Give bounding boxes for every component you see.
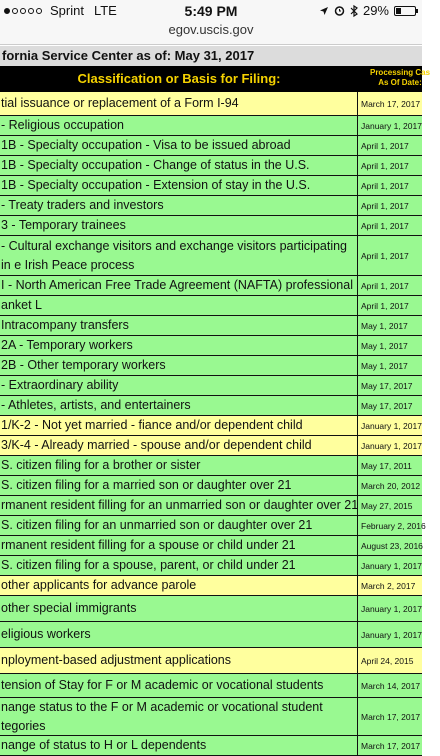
network-type: LTE (93, 3, 117, 18)
classification-cell: anket L (0, 296, 358, 315)
processing-date-cell: February 2, 2016 (361, 520, 426, 531)
processing-date-cell: April 1, 2017 (361, 200, 409, 211)
classification-cell: S. citizen filing for a married son or daughter over 21 (0, 476, 358, 495)
classification-cell: S. citizen filing for a brother or sister (0, 456, 358, 475)
classification-cell: tension of Stay for F or M academic or vocational students (0, 674, 358, 697)
classification-cell: 3/K-4 - Already married - spouse and/or dependent child (0, 436, 358, 455)
classification-cell: 2B - Other temporary workers (0, 356, 358, 375)
classification-cell: other special immigrants (0, 596, 358, 621)
processing-date-cell: January 1, 2017 (361, 560, 422, 571)
classification-cell: rmanent resident filling for an unmarried son or daughter over 21 (0, 496, 358, 515)
processing-date-cell: March 17, 2017 (361, 740, 421, 751)
classification-cell: 1B - Specialty occupation - Extension of stay in the U.S. (0, 176, 358, 195)
processing-date-cell: May 1, 2017 (361, 320, 408, 331)
classification-cell: - Athletes, artists, and entertainers (0, 396, 358, 415)
classification-cell: Intracompany transfers (0, 316, 358, 335)
processing-date-cell: April 1, 2017 (361, 160, 409, 171)
status-icons (319, 3, 416, 18)
classification-cell: rmanent resident filling for a spouse or child under 21 (0, 536, 358, 555)
processing-date-cell: January 1, 2017 (361, 440, 422, 451)
processing-date-cell: May 27, 2015 (361, 500, 413, 511)
column-header-date: Processing Cas As Of Date: (369, 68, 431, 87)
processing-date-cell: January 1, 2017 (361, 603, 422, 614)
table-row (0, 396, 422, 416)
processing-date-cell: January 1, 2017 (361, 629, 422, 640)
classification-cell: 1B - Specialty occupation - Change of status in the U.S. (0, 156, 358, 175)
classification-cell: nange status to the F or M academic or vocational student tegories (0, 698, 358, 735)
table-row (0, 436, 422, 456)
classification-cell: - Religious occupation (0, 116, 358, 135)
url-text[interactable]: egov.uscis.gov (168, 22, 254, 37)
location-icon (319, 6, 329, 16)
address-bar[interactable] (0, 22, 422, 45)
classification-cell: - Treaty traders and investors (0, 196, 358, 215)
table-row (0, 674, 422, 698)
classification-cell: nange of status to H or L dependents (0, 736, 358, 755)
table-row (0, 176, 422, 196)
processing-date-cell: August 23, 2016 (361, 540, 423, 551)
carrier-name: Sprint (50, 3, 84, 18)
classification-cell: 3 - Temporary trainees (0, 216, 358, 235)
table-row (0, 376, 422, 396)
processing-date-cell: April 1, 2017 (361, 180, 409, 191)
processing-times-table (0, 92, 426, 756)
processing-date-cell: April 1, 2017 (361, 250, 409, 261)
processing-date-cell: April 1, 2017 (361, 140, 409, 151)
processing-date-cell: April 1, 2017 (361, 220, 409, 231)
column-header-classification: Classification or Basis for Filing: (77, 71, 281, 86)
table-row (0, 596, 422, 622)
battery-icon (394, 6, 416, 16)
table-row (0, 622, 422, 648)
processing-date-cell: March 14, 2017 (361, 680, 421, 691)
table-row (0, 736, 422, 756)
classification-cell: other applicants for advance parole (0, 576, 358, 595)
table-row (0, 456, 422, 476)
table-row (0, 516, 426, 536)
bluetooth-icon (350, 5, 358, 17)
table-row (0, 156, 422, 176)
classification-cell: 1B - Specialty occupation - Visa to be issued abroad (0, 136, 358, 155)
classification-cell: 2A - Temporary workers (0, 336, 358, 355)
processing-date-cell: April 1, 2017 (361, 300, 409, 311)
classification-cell: tial issuance or replacement of a Form I-94 (0, 92, 358, 115)
table-row (0, 136, 422, 156)
table-row (0, 648, 422, 674)
table-row (0, 356, 422, 376)
table-row (0, 576, 422, 596)
office-title: fornia Service Center as of: May 31, 2017 (0, 46, 422, 66)
table-row (0, 116, 422, 136)
processing-date-cell: January 1, 2017 (361, 420, 422, 431)
table-row (0, 92, 422, 116)
processing-date-cell: May 1, 2017 (361, 360, 408, 371)
table-row (0, 276, 422, 296)
classification-cell: S. citizen filing for a spouse, parent, or child under 21 (0, 556, 358, 575)
table-row (0, 296, 422, 316)
processing-date-cell: January 1, 2017 (361, 120, 422, 131)
table-row (0, 536, 422, 556)
processing-date-cell: March 17, 2017 (361, 711, 421, 722)
table-row (0, 416, 422, 436)
processing-date-cell: May 17, 2011 (361, 460, 412, 471)
classification-cell: - Extraordinary ability (0, 376, 358, 395)
status-time: 5:49 PM (184, 3, 238, 19)
battery-percent: 29% (362, 3, 389, 18)
classification-cell: nployment-based adjustment applications (0, 648, 358, 673)
table-row (0, 556, 422, 576)
classification-cell: - Cultural exchange visitors and exchange visitors participating in e Irish Peace process (0, 236, 358, 275)
table-row (0, 216, 422, 236)
processing-date-cell: March 17, 2017 (361, 98, 421, 109)
processing-date-cell: May 1, 2017 (361, 340, 408, 351)
processing-date-cell: March 2, 2017 (361, 580, 416, 591)
table-row (0, 336, 422, 356)
processing-date-cell: May 17, 2017 (361, 380, 413, 391)
table-row (0, 236, 422, 276)
processing-date-cell: April 24, 2015 (361, 655, 414, 666)
processing-date-cell: May 17, 2017 (361, 400, 413, 411)
status-bar (0, 0, 422, 22)
table-row (0, 496, 422, 516)
classification-cell: I - North American Free Trade Agreement (NAFTA) professional (0, 276, 358, 295)
table-row (0, 476, 422, 496)
table-header (0, 66, 431, 92)
alarm-icon (334, 5, 345, 16)
classification-cell: S. citizen filing for an unmarried son or daughter over 21 (0, 516, 358, 535)
processing-date-cell: April 1, 2017 (361, 280, 409, 291)
classification-cell: 1/K-2 - Not yet married - fiance and/or dependent child (0, 416, 358, 435)
classification-cell: eligious workers (0, 622, 358, 647)
table-row (0, 698, 422, 736)
processing-date-cell: March 20, 2012 (361, 480, 421, 491)
table-row (0, 316, 422, 336)
table-row (0, 196, 422, 216)
